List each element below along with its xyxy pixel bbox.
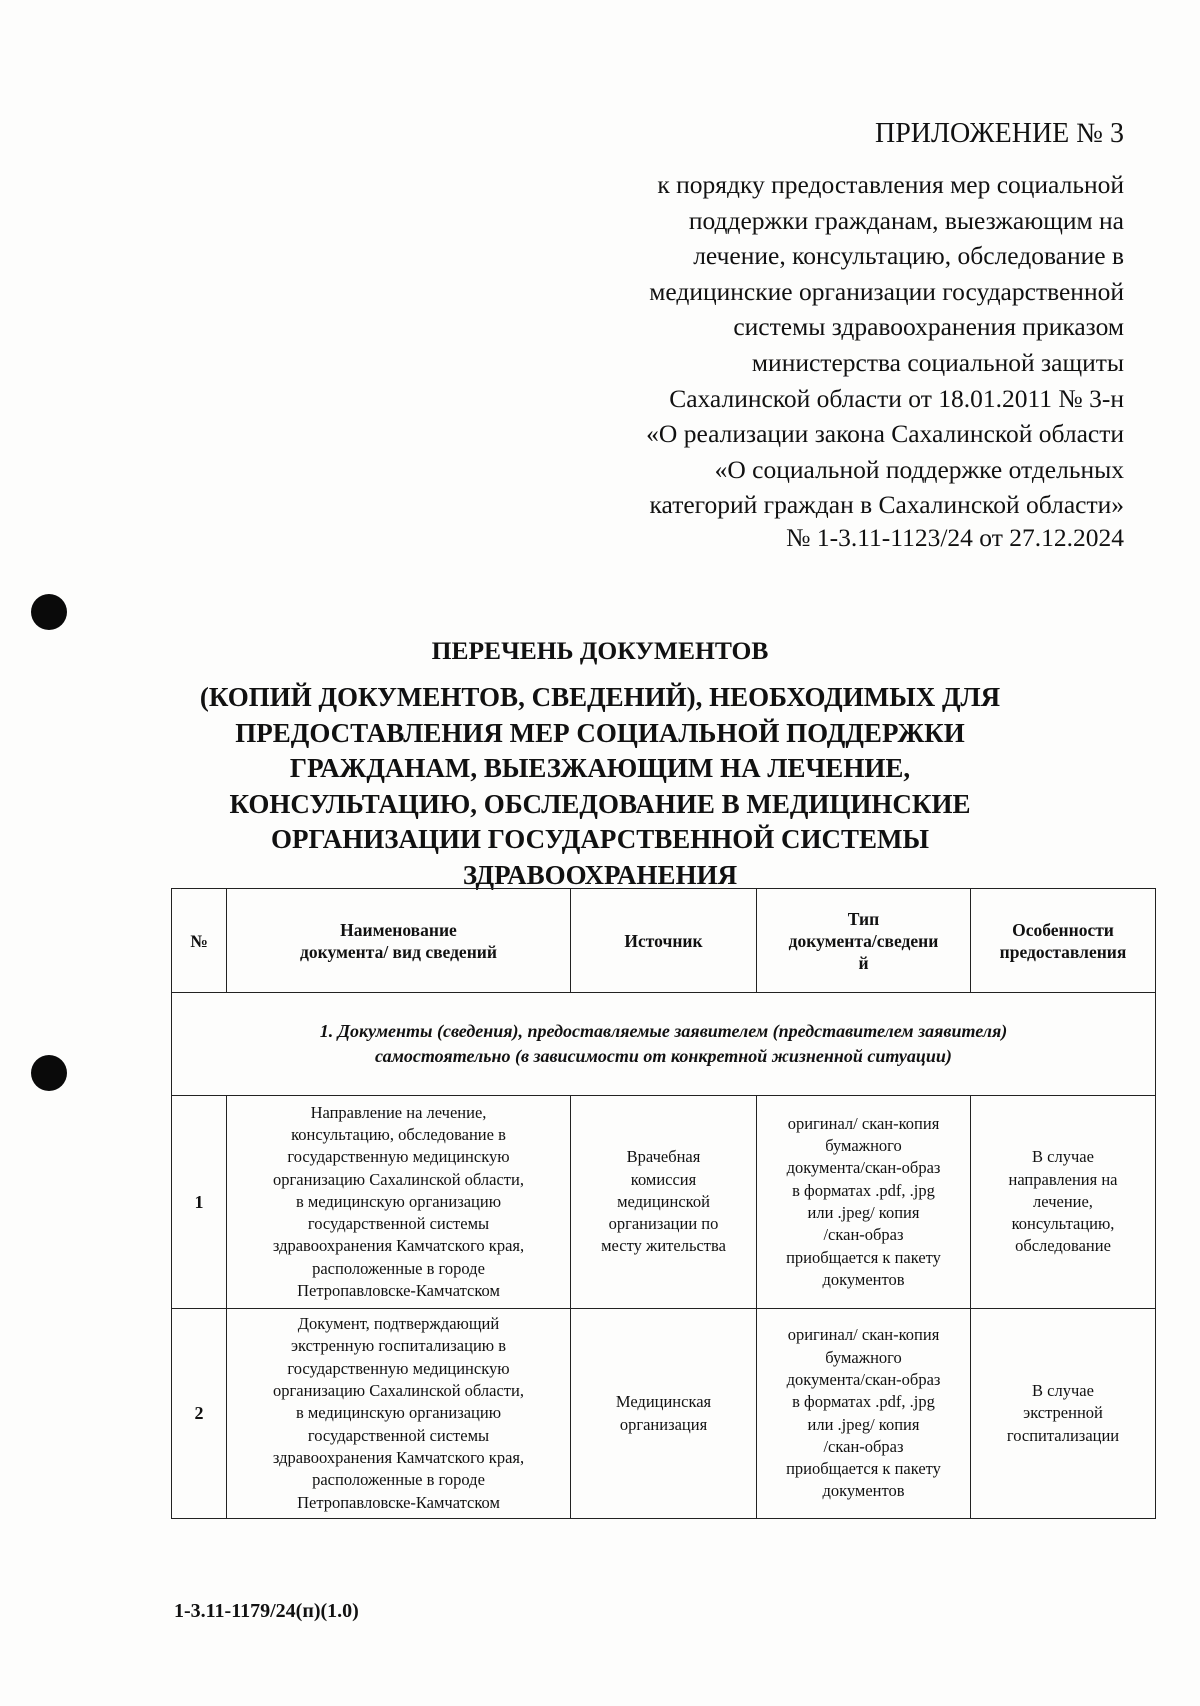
header-type: Тип документа/сведени й [757,889,971,993]
document-title: ПЕРЕЧЕНЬ ДОКУМЕНТОВ [431,636,769,665]
table-row [172,1309,1156,1519]
punch-hole [31,1055,67,1091]
header-features: Особенности предоставления [971,889,1156,993]
section-row [172,993,1156,1096]
row-type: оригинал/ скан-копия бумажного документа/скан-образ в форматах .pdf, .jpg или .jpeg/ копия /скан-образ приобщается к пакету документов [757,1096,971,1309]
row-num: 1 [172,1096,227,1309]
row-source: Медицинская организация [571,1309,757,1519]
documents-table [171,888,1156,1519]
table-header-row [172,889,1156,993]
section-heading: 1. Документы (сведения), предоставляемые заявителем (представителем заявителя) самостоятельно (в зависимости от конкретной жизненной ситуации) [172,993,1156,1096]
row-features: В случае экстренной госпитализации [971,1309,1156,1519]
document-subtitle: (КОПИЙ ДОКУМЕНТОВ, СВЕДЕНИЙ), НЕОБХОДИМЫХ ДЛЯ ПРЕДОСТАВЛЕНИЯ МЕР СОЦИАЛЬНОЙ ПОДДЕРЖКИ ГРАЖДАНАМ, ВЫЕЗЖАЮЩИМ НА ЛЕЧЕНИЕ, КОНСУЛЬТАЦИЮ, ОБСЛЕДОВАНИЕ В МЕДИЦИНСКИЕ ОРГАНИЗАЦИИ ГОСУДАРСТВЕННОЙ СИСТЕМЫ ЗДРАВООХРАНЕНИЯ [199,682,1001,890]
appendix-basis: к порядку предоставления мер социальной поддержки гражданам, выезжающим на лечение, консультацию, обследование в медицинские организации государственной системы здравоохранения приказом министерства социальной защиты Сахалинской области от 18.01.2011 № 3-н «О реализации закона Сахалинской области «О социальной поддержке отдельных категорий граждан в Сахалинской области» [646,170,1124,520]
row-name: Направление на лечение, консультацию, обследование в государственную медицинскую организацию Сахалинской области, в медицинскую организацию государственной системы здравоохранения Камчатского края, расположенные в городе Петропавловске-Камчатском [227,1096,571,1309]
row-num: 2 [172,1309,227,1519]
header-num: № [172,889,227,993]
footer-code: 1-3.11-1179/24(п)(1.0) [174,1600,359,1622]
appendix-label: ПРИЛОЖЕНИЕ № 3 [875,118,1124,149]
header-name: Наименование документа/ вид сведений [227,889,571,993]
row-features: В случае направления на лечение, консультацию, обследование [971,1096,1156,1309]
registration-number: № 1-3.11-1123/24 от 27.12.2024 [786,523,1124,552]
row-name: Документ, подтверждающий экстренную госпитализацию в государственную медицинскую организацию Сахалинской области, в медицинскую организацию государственной системы здравоохранения Камчатского края, расположенные в городе Петропавловске-Камчатском [227,1309,571,1519]
header-source: Источник [571,889,757,993]
punch-hole [31,594,67,630]
table-row [172,1096,1156,1309]
row-source: Врачебная комиссия медицинской организации по месту жительства [571,1096,757,1309]
row-type: оригинал/ скан-копия бумажного документа/скан-образ в форматах .pdf, .jpg или .jpeg/ копия /скан-образ приобщается к пакету документов [757,1309,971,1519]
